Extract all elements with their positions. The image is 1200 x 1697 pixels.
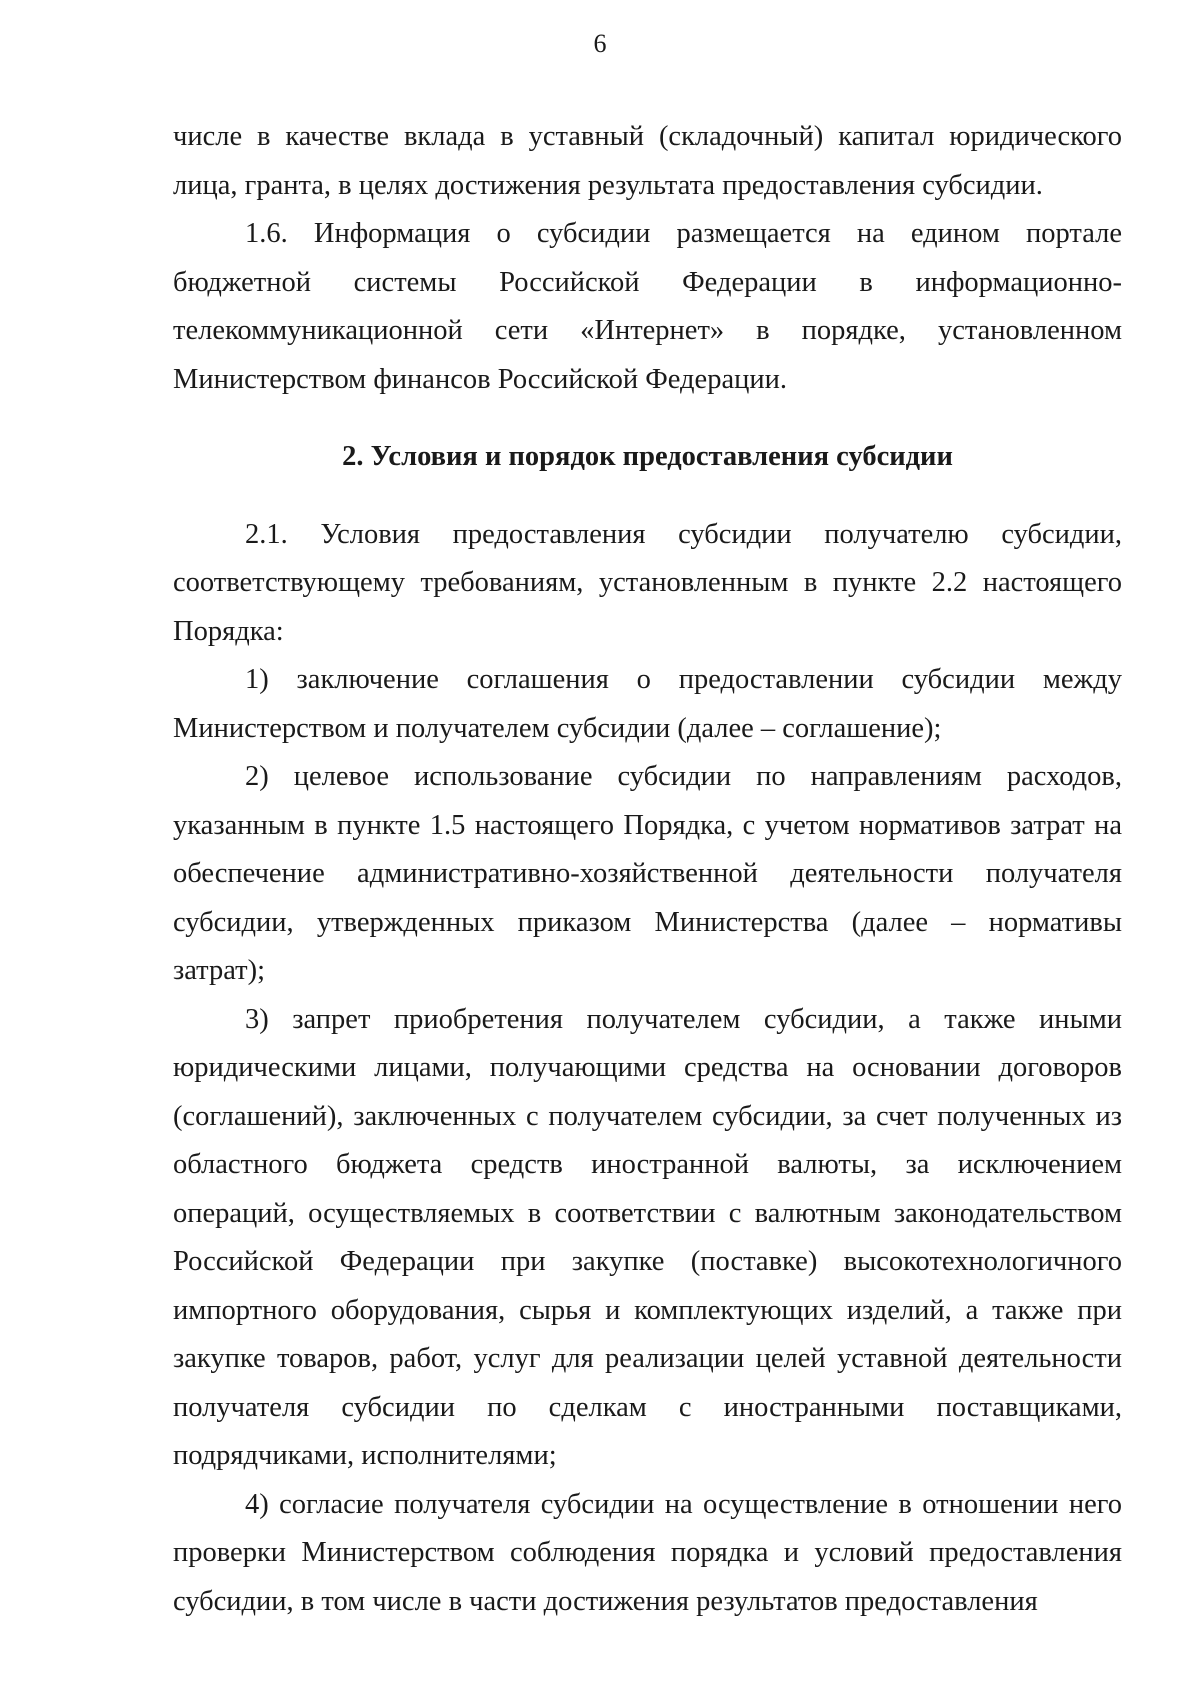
document-body: [173, 113, 1122, 1626]
paragraph-2-1: 2.1. Условия предоставления субсидии получателю субсидии, соответствующему требованиям, установленным в пункте 2.2 настоящего Порядка:: [173, 518, 1122, 647]
page-number: 6: [593, 29, 607, 58]
list-item-2: 2) целевое использование субсидии по направлениям расходов, указанным в пункте 1.5 настоящего Порядка, с учетом нормативов затрат на обеспечение административно-хозяйственной деятельности получателя субсидии, утвержденных приказом Министерства (далее – нормативы затрат);: [173, 761, 1122, 986]
list-item-1: 1) заключение соглашения о предоставлении субсидии между Министерством и получателем субсидии (далее – соглашение);: [173, 664, 1122, 744]
list-item-4: 4) согласие получателя субсидии на осуществление в отношении него проверки Министерством соблюдения порядка и условий предоставления субсидии, в том числе в части достижения результатов предоставления: [173, 1488, 1122, 1617]
paragraph-1-6: 1.6. Информация о субсидии размещается на едином портале бюджетной системы Российской Федерации в информационно-телекоммуникационной сети «Интернет» в порядке, установленном Министерством финансов Российской Федерации.: [173, 218, 1122, 395]
paragraph-continuation: числе в качестве вклада в уставный (складочный) капитал юридического лица, гранта, в целях достижения результата предоставления субсидии.: [173, 121, 1122, 201]
list-item-3: 3) запрет приобретения получателем субсидии, а также иными юридическими лицами, получающими средства на основании договоров (соглашений), заключенных с получателем субсидии, за счет полученных из областного бюджета средств иностранной валюты, за исключением операций, осуществляемых в соответствии с валютным законодательством Российской Федерации при закупке (поставке) высокотехнологичного импортного оборудования, сырья и комплектующих изделий, а также при закупке товаров, работ, услуг для реализации целей уставной деятельности получателя субсидии по сделкам с иностранными поставщиками, подрядчиками, исполнителями;: [173, 1003, 1122, 1471]
section-heading: 2. Условия и порядок предоставления субсидии: [342, 441, 953, 472]
